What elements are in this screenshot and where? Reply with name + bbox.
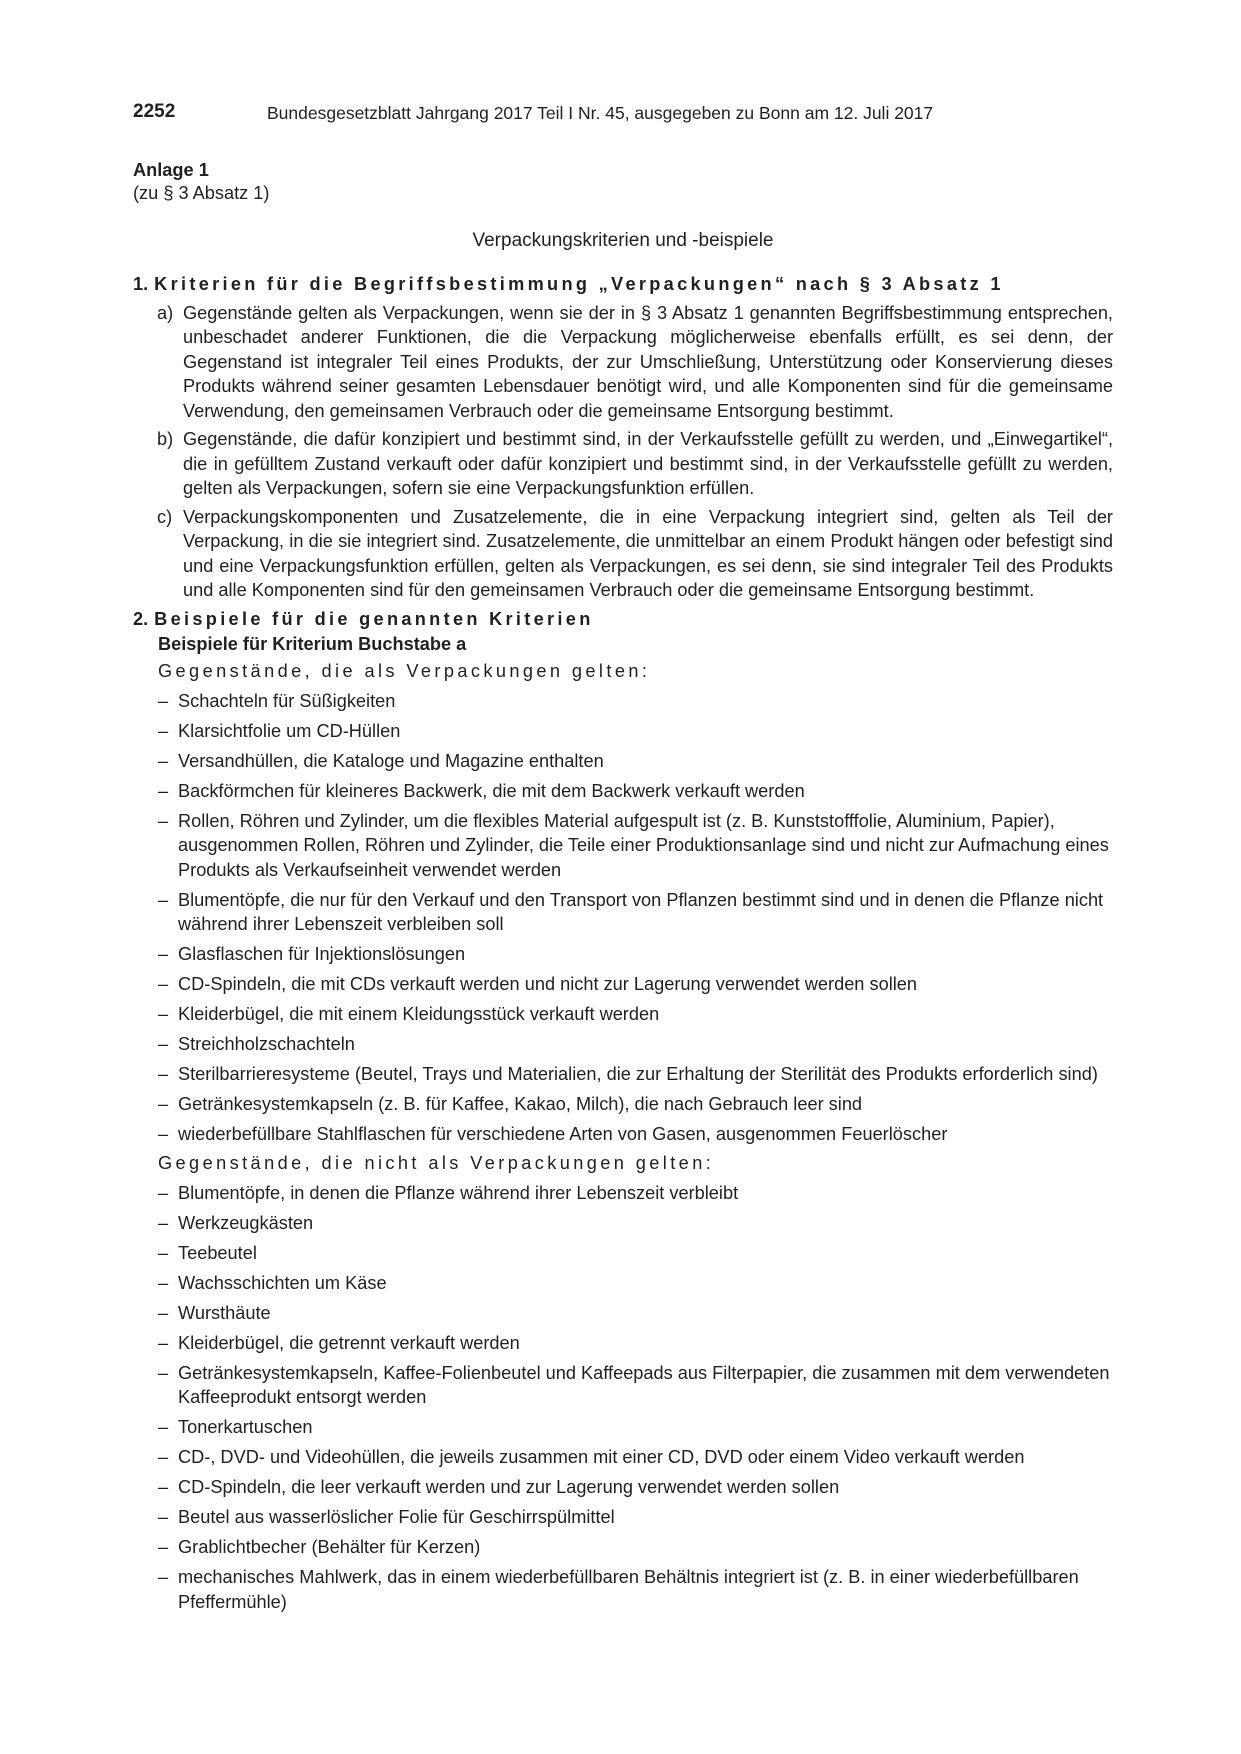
running-head: Bundesgesetzblatt Jahrgang 2017 Teil I Nr. 45, ausgegeben zu Bonn am 12. Juli 2017 [267, 103, 934, 123]
dash-bullet: – [158, 1182, 169, 1203]
group-label: Gegenstände, die als Verpackungen gelten: [158, 660, 651, 681]
annex-label [133, 159, 269, 205]
list-item [133, 1361, 1113, 1410]
list-item [133, 1331, 1113, 1356]
list-item-text: Wachsschichten um Käse [178, 1272, 387, 1293]
document-title: Verpackungskriterien und -beispiele [472, 230, 774, 251]
dash-bullet: – [158, 1507, 169, 1527]
section-1 [133, 272, 1113, 1614]
list-item-text: Grablichtbecher (Behälter für Kerzen) [178, 1537, 481, 1557]
dash-bullet: – [158, 1477, 169, 1497]
list-item-text: Tonerkartuschen [178, 1417, 313, 1437]
list-item [133, 1092, 1113, 1117]
list-item-text: CD-Spindeln, die leer verkauft werden und zur Lagerung verwendet werden sollen [178, 1477, 840, 1497]
dash-bullet: – [158, 1537, 169, 1557]
group-label: Gegenstände, die nicht als Verpackungen gelten: [158, 1152, 715, 1173]
dash-bullet: – [158, 1272, 169, 1293]
section-number: 2. [133, 608, 149, 629]
dash-bullet: – [158, 1332, 169, 1353]
dash-bullet: – [158, 780, 169, 801]
list-item-text: Schachteln für Süßigkeiten [178, 690, 396, 711]
criterion-item [133, 301, 1113, 424]
annex-title: Anlage 1 [133, 160, 209, 180]
list-item-text: Kleiderbügel, die mit einem Kleidungsstück verkauft werden [178, 1004, 660, 1024]
list-item [133, 1565, 1113, 1614]
list-item [133, 749, 1113, 774]
dash-bullet: – [158, 1094, 169, 1114]
dash-bullet: – [158, 1212, 169, 1233]
list-item-text: CD-, DVD- und Videohüllen, die jeweils zusammen mit einer CD, DVD oder einem Video verkauft werden [178, 1447, 1025, 1467]
dash-bullet: – [158, 974, 169, 994]
list-item-text: mechanisches Mahlwerk, das in einem wiederbefüllbaren Behältnis integriert ist (z. B. in einer wiederbefüllbaren Pfeffermühle) [178, 1567, 1079, 1612]
list-item [133, 1301, 1113, 1326]
item-letter: b) [157, 429, 174, 449]
list-item-text: Backförmchen für kleineres Backwerk, die mit dem Backwerk verkauft werden [178, 780, 805, 801]
dash-bullet: – [158, 889, 169, 910]
list-item [133, 719, 1113, 744]
list-item-text: Rollen, Röhren und Zylinder, um die flexibles Material aufgespult ist (z. B. Kunststofffolie, Aluminium, Papier), ausgenommen Rollen, Röhren und Zylinder, die Teile einer Produktionsanlage sind und nicht zur Aufmachung eines Produkts als Verkaufseinheit verwendet werden [178, 810, 1109, 880]
dash-bullet: – [158, 720, 169, 741]
packaging-examples-list [133, 689, 1113, 1147]
dash-bullet: – [158, 1417, 169, 1437]
list-item-text: wiederbefüllbare Stahlflaschen für verschiedene Arten von Gasen, ausgenommen Feuerlöscher [178, 1124, 948, 1144]
list-item-text: Getränkesystemkapseln, Kaffee-Folienbeutel und Kaffeepads aus Filterpapier, die zusammen mit dem verwendeten Kaffeeprodukt entsorgt werden [178, 1362, 1110, 1407]
list-item [133, 1002, 1113, 1027]
list-item [133, 779, 1113, 804]
list-item [133, 1122, 1113, 1147]
dash-bullet: – [158, 1447, 169, 1467]
dash-bullet: – [158, 1124, 169, 1144]
section-2-heading [133, 607, 1113, 632]
list-item-text: Blumentöpfe, die nur für den Verkauf und den Transport von Pflanzen bestimmt sind und in denen die Pflanze nicht während ihrer Lebenszeit verbleiben soll [178, 889, 1104, 934]
page-number: 2252 [133, 101, 176, 122]
list-item [133, 1062, 1113, 1087]
list-item [133, 888, 1113, 937]
item-text: Gegenstände, die dafür konzipiert und bestimmt sind, in der Verkaufsstelle gefüllt zu werden, und „Einwegartikel“, die in gefülltem Zustand verkauft oder dafür konzipiert und bestimmt sind, in der Verkaufsstelle gefüllt zu werden, gelten als Verpackungen, sofern sie eine Verpackungsfunktion erfüllen. [183, 429, 1113, 498]
dash-bullet: – [158, 810, 169, 831]
dash-bullet: – [158, 690, 169, 711]
dash-bullet: – [158, 1064, 169, 1084]
list-item [133, 972, 1113, 997]
list-item [133, 1211, 1113, 1236]
sub-heading: Beispiele für Kriterium Buchstabe a [158, 634, 467, 654]
section-heading-text: Beispiele für die genannten Kriterien [154, 608, 594, 629]
list-item [133, 1475, 1113, 1500]
item-text: Verpackungskomponenten und Zusatzelemente, die in eine Verpackung integriert sind, gelten als Teil der Verpackung, in die sie integriert sind. Zusatzelemente, die unmittelbar an einem Produkt hängen oder befestigt sind und eine Verpackungsfunktion erfüllen, gelten als Verpackungen, es sei denn, sie sind integraler Teil des Produkts und alle Komponenten sind für den gemeinsamen Verbrauch oder die gemeinsame Entsorgung bestimmt. [183, 506, 1113, 600]
list-item [133, 1415, 1113, 1440]
section-1-heading [133, 272, 1113, 297]
item-letter: a) [157, 302, 174, 323]
page-header [133, 100, 1113, 126]
item-text: Gegenstände gelten als Verpackungen, wenn sie der in § 3 Absatz 1 genannten Begriffsbestimmung entsprechen, unbeschadet anderer Funktionen, die die Verpackung möglicherweise ebenfalls erfüllt, es sei denn, der Gegenstand ist integraler Teil eines Produkts, der zur Umschließung, Unterstützung oder Konservierung dieses Produkts während seiner gesamten Lebensdauer benötigt wird, und alle Komponenten sind für die gemeinsame Verwendung, den gemeinsamen Verbrauch oder die gemeinsame Entsorgung bestimmt. [183, 302, 1113, 421]
list-item-text: Wursthäute [178, 1302, 271, 1323]
list-item-text: Glasflaschen für Injektionslösungen [178, 944, 466, 964]
dash-bullet: – [158, 1567, 169, 1587]
list-item [133, 1271, 1113, 1296]
dash-bullet: – [158, 1034, 169, 1054]
criterion-item [133, 505, 1113, 603]
list-item-text: Getränkesystemkapseln (z. B. für Kaffee, Kakao, Milch), die nach Gebrauch leer sind [178, 1094, 863, 1114]
dash-bullet: – [158, 750, 169, 771]
list-item-text: Sterilbarrieresysteme (Beutel, Trays und Materialien, die zur Erhaltung der Sterilität des Produkts erforderlich sind) [178, 1064, 1098, 1084]
annex-reference: (zu § 3 Absatz 1) [133, 183, 270, 203]
dash-bullet: – [158, 944, 169, 964]
list-item [133, 689, 1113, 714]
list-item [133, 809, 1113, 883]
list-item-text: Versandhüllen, die Kataloge und Magazine enthalten [178, 750, 604, 771]
list-item-text: Streichholzschachteln [178, 1034, 355, 1054]
list-item-text: Blumentöpfe, in denen die Pflanze während ihrer Lebenszeit verbleibt [178, 1182, 739, 1203]
list-item-text: Kleiderbügel, die getrennt verkauft werden [178, 1332, 520, 1353]
list-item-text: Teebeutel [178, 1242, 257, 1263]
criterion-item [133, 427, 1113, 501]
list-item-text: Klarsichtfolie um CD-Hüllen [178, 720, 401, 741]
dash-bullet: – [158, 1004, 169, 1024]
list-item [133, 1181, 1113, 1206]
section-heading-text: Kriterien für die Begriffsbestimmung „Verpackungen“ nach § 3 Absatz 1 [154, 274, 1004, 294]
list-item-text: Beutel aus wasserlöslicher Folie für Geschirrspülmittel [178, 1507, 615, 1527]
section-number: 1. [133, 274, 149, 294]
dash-bullet: – [158, 1362, 169, 1383]
dash-bullet: – [158, 1302, 169, 1323]
non-packaging-examples-list [133, 1181, 1113, 1615]
list-item-text: CD-Spindeln, die mit CDs verkauft werden und nicht zur Lagerung verwendet werden sollen [178, 974, 918, 994]
list-item [133, 1032, 1113, 1057]
list-item-text: Werkzeugkästen [178, 1212, 314, 1233]
list-item [133, 1241, 1113, 1266]
dash-bullet: – [158, 1242, 169, 1263]
list-item [133, 1445, 1113, 1470]
list-item [133, 942, 1113, 967]
list-item [133, 1505, 1113, 1530]
item-letter: c) [157, 506, 173, 527]
list-item [133, 1535, 1113, 1560]
